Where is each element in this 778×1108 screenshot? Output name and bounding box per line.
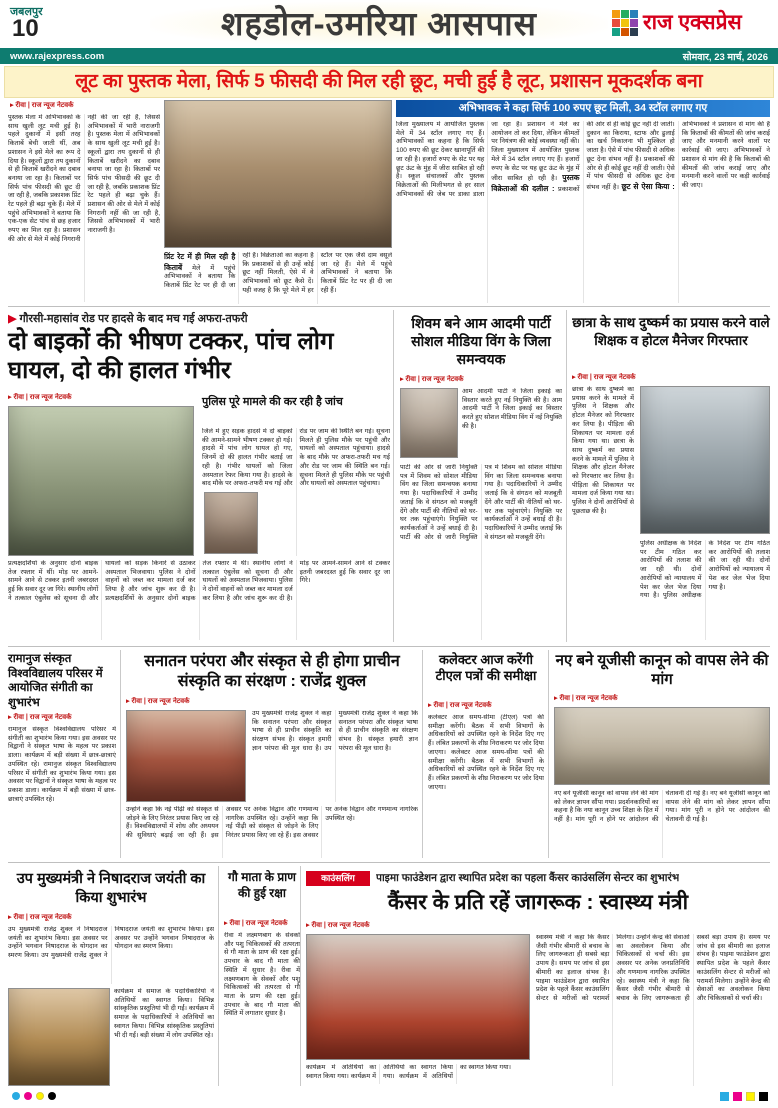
cancer-kicker-tag: काउंसलिंग [306, 871, 370, 886]
byline-text: रीवा | राज न्यूज नेटवर्क [13, 714, 72, 721]
aap-headline: शिवम बने आम आदमी पार्टी सोशल मीडिया विंग के जिला समन्वयक [411, 315, 551, 368]
black-mark-icon [759, 1092, 768, 1101]
byline-icon: ▸ [8, 394, 12, 401]
byline-icon: ▸ [126, 698, 130, 705]
nishadraj-byline [8, 913, 168, 922]
sanatan-headline: सनातन परंपरा और संस्कृत से ही होगा प्राचीन संस्कृति का संरक्षण : राजेंद्र शुक्ल [144, 653, 400, 690]
accident-photo [8, 406, 194, 556]
nishadraj-headline: उप मुख्यमंत्री ने निषादराज जयंती का किया शुभारंभ [16, 871, 206, 906]
accident-headline: दो बाइकों की भीषण टक्कर, पांच लोग घायल, दो की हालत गंभीर [8, 328, 334, 385]
lead-body-right [396, 121, 770, 303]
nishadraj-event-photo [8, 988, 110, 1086]
edition-date: सोमवार, 23 मार्च, 2026 [682, 51, 768, 63]
byline-text: रीवा | राज न्यूज नेटवर्क [15, 102, 74, 109]
yellow-mark-icon [746, 1092, 755, 1101]
lead-body-mid-text: मेले में पहुंचे अभिभावकों ने बताया कि किताबें प्रिंट रेट पर ही दी जा रही हैं। विक्रेताओं का कहना है कि प्रकाशकों से ही उन्हें कोई छूट नहीं मिलती, ऐसे में वे अभिभावकों को छूट कैसे दें। यही वजह है कि पूरे मेले में हर स्टॉल पर एक जैसे दाम वसूले जा रहे हैं। मेले में पहुंचे अभिभावकों ने बताया कि किताबें प्रिंट रेट पर ही दी जा रही हैं। [164, 252, 392, 294]
kicker-arrow-icon: ▶ [8, 313, 17, 325]
arrest-body-left: छात्रा के साथ दुष्कर्म का प्रयास करने के मामले में पुलिस ने शिक्षक और होटल मैनेजर को गिरफ्तार कर लिया है। पीड़िता की शिकायत पर मामला दर्ज किया गया था। छात्रा के साथ दुष्कर्म का प्रयास करने के मामले में पुलिस ने शिक्षक और होटल मैनेजर को गिरफ्तार कर लिया है। पीड़िता की शिकायत पर मामला दर्ज किया गया था। पुलिस ने दोनों आरोपियों से पूछताछ की है। [572, 386, 634, 515]
lead-body-left: पुस्तक मेला में अभिभावकों के साथ खुली लूट मची हुई है। पहले दुकानों में इसी तरह किताबें बेची जाती थीं, अब प्रशासन ने इसे मेले का रूप दे दिया है। स्कूलों द्वारा तय दुकानों से ही किताबें खरीदने का दबाव बनाया जा रहा है। किताबों पर सिर्फ पांच फीसदी की छूट दी जा रही है, जबकि प्रकाशक प्रिंट रेट पहले ही बढ़ा चुके हैं। मेले में पहुंचे अभिभावकों ने बताया कि एक-एक सेट पांच से छह हजार रुपए का मिल रहा है। प्रशासन की ओर से मेले में कोई निगरानी नहीं की जा रही है, जिससे अभिभावकों में भारी नाराजगी है। पुस्तक मेला में अभिभावकों के साथ खुली लूट मची हुई है। स्कूलों द्वारा तय दुकानों से ही किताबें खरीदने का दबाव बनाया जा रहा है। किताबों पर सिर्फ पांच फीसदी की छूट दी जा रही है, जबकि प्रकाशक प्रिंट रेट पहले ही बढ़ा चुके हैं। प्रशासन की ओर से मेले में कोई निगरानी नहीं की जा रही है, जिससे अभिभावकों में भारी नाराजगी है। [8, 114, 160, 243]
lead-crosshead: प्रिंट रेट में ही मिल रही है किताबें [164, 252, 236, 272]
column-rule [393, 310, 394, 642]
byline-icon: ▸ [428, 702, 432, 709]
accident-kicker-text: गौरसी-महासांव रोड पर हादसे के बाद मच गई अफरा-तफरी [19, 313, 248, 325]
column-rule [120, 650, 121, 858]
accident-crosshead: पुलिस पूरे मामले की कर रही है जांच [202, 396, 343, 408]
byline-text: रीवा | राज न्यूज नेटवर्क [229, 920, 288, 927]
byline-icon: ▸ [554, 695, 558, 702]
collector-headline: कलेक्टर आज करेंगी टीएल पत्रों की समीक्षा [435, 652, 537, 684]
cancer-kicker-row [306, 870, 770, 886]
edition-city: जबलपुर [10, 6, 43, 18]
magenta-mark-icon [733, 1092, 742, 1101]
lead-right-text-3: अभिभावकों ने प्रशासन से मांग की है कि किताबों की कीमतों की जांच कराई जाए और मनमानी करने वालों पर कार्रवाई की जाए। अभिभावकों ने प्रशासन से मांग की है कि किताबों की कीमतों की जांच कराई जाए और मनमानी करने वालों पर कड़ी कार्रवाई की जाए। [681, 121, 770, 189]
byline-icon: ▸ [572, 374, 576, 381]
nishadraj-body-beside: कार्यक्रम में समाज के पदाधिकारियों ने अतिथियों का स्वागत किया। विभिन्न सांस्कृतिक प्रस्तुतियां भी दी गईं। कार्यक्रम में समाज के पदाधिकारियों ने अतिथियों का स्वागत किया। विभिन्न सांस्कृतिक प्रस्तुतियां भी दी गईं। बड़ी संख्या में लोग उपस्थित रहे। [114, 988, 214, 1039]
divider [8, 646, 770, 647]
lead-right-text-2: प्रकाशकों की ओर से ही कोई छूट नहीं दी जाती। दुकान का किराया, स्टाफ और ढुलाई का खर्च निकालना भी मुश्किल हो जाता है। ऐसे में पांच फीसदी से अधिक छूट देना संभव नहीं है। प्रकाशकों की ओर से ही कोई छूट नहीं दी जाती। ऐसे में पांच फीसदी से अधिक छूट देना संभव नहीं है। [558, 121, 675, 193]
column-rule [566, 310, 567, 642]
registration-marks-left [12, 1092, 56, 1100]
arrest-photo [640, 386, 770, 534]
byline-text: रीवा | राज न्यूज नेटवर्क [405, 376, 464, 383]
registration-marks-right [720, 1092, 768, 1101]
yellow-mark-icon [36, 1092, 44, 1100]
lead-right-text-1: जिला मुख्यालय में आयोजित पुस्तक मेले में 34 स्टॉल लगाए गए हैं। अभिभावकों का कहना है कि सिर्फ 100 रुपए की छूट देकर खानापूर्ति की जा रही है। हजारों रुपए के सेट पर यह छूट ऊंट के मुंह में जीरा साबित हो रही है। स्कूल संचालकों और पुस्तक विक्रेताओं की मिलीभगत से हर साल अभिभावकों की जेब पर डाका डाला जा रहा है। प्रशासन ने मेले का आयोजन तो कर दिया, लेकिन कीमतों पर नियंत्रण की कोई व्यवस्था नहीं की। जिला मुख्यालय में आयोजित पुस्तक मेले में 34 स्टॉल लगाए गए हैं। हजारों रुपए के सेट पर यह छूट ऊंट के मुंह में जीरा साबित हो रही है। [396, 121, 580, 198]
nishadraj-body: उप मुख्यमंत्री राजेंद्र शुक्ल ने निषादराज जयंती का शुभारंभ किया। इस अवसर पर उन्होंने भगवान निषादराज के योगदान का स्मरण किया। उप मुख्यमंत्री राजेंद्र शुक्ल ने निषादराज जयंती का शुभारंभ किया। इस अवसर पर उन्होंने भगवान निषादराज के योगदान का स्मरण किया। [8, 926, 214, 960]
magenta-mark-icon [24, 1092, 32, 1100]
lead-body-under-photo [164, 252, 392, 304]
aap-body-beside: आम आदमी पार्टी ने जिला इकाई का विस्तार करते हुए नई नियुक्ति की है। आम आदमी पार्टी ने जिला इकाई का विस्तार करते हुए सोशल मीडिया विंग में नई नियुक्ति की है। [462, 388, 562, 430]
lead-leadin-1: पुस्तक विक्रेताओं की दलील : [491, 173, 580, 193]
cancer-event-photo [306, 934, 530, 1060]
accident-body: जिले में हुए सड़क हादसे में दो बाइकों की आमने-सामने भीषण टक्कर हो गई। हादसे में पांच लोग घायल हो गए, जिनमें दो की हालत गंभीर बताई जा रही है। गंभीर घायलों को जिला अस्पताल रेफर किया गया है। हादसे के बाद मौके पर अफरा-तफरी मच गई और रोड पर जाम की स्थिति बन गई। सूचना मिलते ही पुलिस मौके पर पहुंची और घायलों को अस्पताल पहुंचाया। हादसे के बाद मौके पर अफरा-तफरी मच गई और रोड पर जाम की स्थिति बन गई। सूचना मिलते ही पुलिस मौके पर पहुंची और घायलों को अस्पताल पहुंचाया। [202, 428, 390, 488]
collector-byline [428, 701, 544, 710]
byline-text: रीवा | राज न्यूज नेटवर्क [577, 374, 636, 381]
cancer-body-under-photo: कार्यक्रम में अतिथियों का स्वागत किया गया। कार्यक्रम में अतिथियों का स्वागत किया गया। कार्यक्रम में अतिथियों का स्वागत किया गया। [306, 1064, 511, 1080]
byline-text: रीवा | राज न्यूज नेटवर्क [311, 922, 370, 929]
lead-headline: लूट का पुस्तक मेला, सिर्फ 5 फीसदी की मिल रही छूट, मची हुई है लूट, प्रशासन मूकदर्शक बना [4, 66, 774, 98]
book-fair-photo [164, 100, 392, 248]
brand-logo-icon [612, 10, 638, 36]
aap-byline [400, 375, 560, 384]
accident-body-bottom: प्रत्यक्षदर्शियों के अनुसार दोनों बाइक तेज रफ्तार में थीं। मोड़ पर आमने-सामने आने से टक्कर इतनी जबरदस्त हुई कि सवार दूर जा गिरे। स्थानीय लोगों ने तत्काल एंबुलेंस को सूचना दी और घायलों को सड़क किनारे से उठाकर अस्पताल भिजवाया। पुलिस ने दोनों वाहनों को जब्त कर मामला दर्ज कर लिया है और जांच शुरू कर दी है। प्रत्यक्षदर्शियों के अनुसार दोनों बाइक तेज रफ्तार में थीं। स्थानीय लोगों ने तत्काल एंबुलेंस को सूचना दी और घायलों को अस्पताल भिजवाया। पुलिस ने दोनों वाहनों को जब्त कर मामला दर्ज कर लिया है और जांच शुरू कर दी है। मोड़ पर आमने-सामने आने से टक्कर इतनी जबरदस्त हुई कि सवार दूर जा गिरे। [8, 560, 390, 602]
lead-subhead: अभिभावक ने कहा सिर्फ 100 रुपए छूट मिली, 34 स्टॉल लगाए गए [396, 100, 770, 117]
aap-body: पार्टी की ओर से जारी नियुक्ति पत्र में शिवम को सोशल मीडिया विंग का जिला समन्वयक बनाया गया है। पदाधिकारियों ने उम्मीद जताई कि वे संगठन को मजबूती देंगे और पार्टी की नीतियों को घर-घर तक पहुंचाएंगे। नियुक्ति पर कार्यकर्ताओं ने उन्हें बधाई दी है। पार्टी की ओर से जारी नियुक्ति पत्र में शिवम को सोशल मीडिया विंग का जिला समन्वयक बनाया गया है। पदाधिकारियों ने उम्मीद जताई कि वे संगठन को मजबूती देंगे और पार्टी की नीतियों को घर-घर तक पहुंचाएंगे। नियुक्ति पर कार्यकर्ताओं ने उन्हें बधाई दी है। पदाधिकारियों ने उम्मीद जताई कि वे संगठन को मजबूती देंगे। [400, 464, 562, 541]
byline-text: रीवा | राज न्यूज नेटवर्क [13, 914, 72, 921]
byline-icon: ▸ [8, 914, 12, 921]
column-rule [548, 650, 549, 858]
brand-block [612, 10, 742, 36]
ugc-body: नए बने यूजीसी कानून को वापस लेने की मांग को लेकर ज्ञापन सौंपा गया। प्रदर्शनकारियों का कहना है कि नया कानून उच्च शिक्षा के हित में नहीं है। मांग पूरी न होने पर आंदोलन की चेतावनी दी गई है। नए बने यूजीसी कानून को वापस लेने की मांग को लेकर ज्ञापन सौंपा गया। मांग पूरी न होने पर आंदोलन की चेतावनी दी गई है। [554, 790, 770, 824]
cancer-headline: कैंसर के प्रति रहें जागरूक : स्वास्थ्य मंत्री [387, 891, 689, 914]
arrest-byline [572, 373, 722, 382]
shivam-portrait-photo [400, 388, 458, 458]
accident-kicker [8, 311, 390, 326]
gaumata-byline [224, 919, 300, 928]
byline-text: रीवा | राज न्यूज नेटवर्क [131, 698, 190, 705]
divider [8, 862, 770, 863]
cancer-kicker-text: पाइमा फाउंडेशन द्वारा स्थापित प्रदेश का पहला कैंसर काउंसलिंग सेन्टर का शुभारंभ [376, 872, 680, 884]
sangiti-byline [8, 713, 116, 722]
masthead-title: शहडोल-उमरिया आसपास [150, 2, 608, 46]
gaumata-headline: गौ माता के प्राण की हुई रक्षा [228, 870, 296, 900]
sangiti-body: रामानुज संस्कृत विश्वविद्यालय परिसर में संगीती का शुभारंभ किया गया। इस अवसर पर विद्वानों ने संस्कृत भाषा के महत्व पर प्रकाश डाला। कार्यक्रम में बड़ी संख्या में छात्र-छात्राएं उपस्थित रहे। रामानुज संस्कृत विश्वविद्यालय परिसर में संगीती का शुभारंभ किया गया। इस अवसर पर विद्वानों ने संस्कृत भाषा के महत्व पर प्रकाश डाला। कार्यक्रम में बड़ी संख्या में छात्र-छात्राएं उपस्थित रहे। [8, 726, 116, 803]
page-number: 10 [12, 15, 39, 42]
cancer-byline [306, 921, 466, 930]
cyan-mark-icon [720, 1092, 729, 1101]
lead-byline [10, 101, 170, 110]
sangiti-headline: रामानुज संस्कृत विश्वविद्यालय परिसर में आयोजित संगीती का शुभारंभ [8, 653, 103, 710]
header-strip [0, 48, 778, 64]
ugc-byline [554, 694, 714, 703]
injured-person-inset-photo [204, 492, 258, 554]
byline-icon: ▸ [10, 102, 14, 109]
collector-body: कलेक्टर आज समय-सीमा (टीएल) पत्रों की समीक्षा करेंगी। बैठक में सभी विभागों के अधिकारियों को उपस्थित रहने के निर्देश दिए गए हैं। लंबित प्रकरणों के शीघ्र निराकरण पर जोर दिया जाएगा। कलेक्टर आज समय-सीमा पत्रों की समीक्षा करेंगी। बैठक में सभी विभागों के अधिकारियों को उपस्थित रहने के निर्देश दिए गए हैं। लंबित प्रकरणों के शीघ्र निराकरण पर जोर दिया जाएगा। [428, 714, 544, 791]
arrest-body-bottom: पुलिस अधीक्षक के निर्देश पर टीम गठित कर आरोपियों की तलाश की जा रही थी। दोनों आरोपियों को न्यायालय में पेश कर जेल भेज दिया गया है। पुलिस अधीक्षक के निर्देश पर टीम गठित कर आरोपियों की तलाश की जा रही थी। दोनों आरोपियों को न्यायालय में पेश कर जेल भेज दिया गया है। [640, 540, 770, 600]
sanatan-body-beside: उप मुख्यमंत्री राजेंद्र शुक्ल ने कहा कि सनातन परंपरा और संस्कृत भाषा से ही प्राचीन संस्कृति का संरक्षण संभव है। संस्कृत हमारी ज्ञान परंपरा की मूल धारा है। उप मुख्यमंत्री राजेंद्र शुक्ल ने कहा कि सनातन परंपरा और संस्कृत भाषा से ही प्राचीन संस्कृति का संरक्षण संभव है। संस्कृत हमारी ज्ञान परंपरा की मूल धारा है। [252, 710, 418, 752]
byline-text: रीवा | राज न्यूज नेटवर्क [13, 394, 72, 401]
lead-leadin-2: छूट से ऐसा किया : [621, 181, 675, 191]
byline-text: रीवा | राज न्यूज नेटवर्क [559, 695, 618, 702]
byline-text: रीवा | राज न्यूज नेटवर्क [433, 702, 492, 709]
black-mark-icon [48, 1092, 56, 1100]
sanatan-byline [126, 697, 286, 706]
byline-icon: ▸ [224, 920, 228, 927]
column-rule [218, 866, 219, 1086]
cancer-body: स्वास्थ्य मंत्री ने कहा कि कैंसर जैसी गंभीर बीमारी से बचाव के लिए जागरूकता ही सबसे बड़ा उपाय है। समय पर जांच से इस बीमारी का इलाज संभव है। पाइमा फाउंडेशन द्वारा स्थापित प्रदेश के पहले कैंसर काउंसलिंग सेन्टर से मरीजों को परामर्श मिलेगा। उन्होंने केन्द्र की सेवाओं का अवलोकन किया और चिकित्सकों से चर्चा की। इस अवसर पर अनेक जनप्रतिनिधि और गणमान्य नागरिक उपस्थित रहे। स्वास्थ्य मंत्री ने कहा कि कैंसर जैसी गंभीर बीमारी से बचाव के लिए जागरूकता ही सबसे बड़ा उपाय है। समय पर जांच से इस बीमारी का इलाज संभव है। पाइमा फाउंडेशन द्वारा स्थापित प्रदेश के पहले कैंसर काउंसलिंग सेन्टर से मरीजों को परामर्श मिलेगा। उन्होंने केन्द्र की सेवाओं का अवलोकन किया और चिकित्सकों से चर्चा की। [536, 934, 770, 1002]
gaumata-body: रीवा में लक्ष्मणबाग के सेवकों और पशु चिकित्सकों की तत्परता से गौ माता के प्राण की रक्षा हुई। उपचार के बाद गौ माता की स्थिति में सुधार है। रीवा में लक्ष्मणबाग के सेवकों और पशु चिकित्सकों की तत्परता से गौ माता के प्राण की रक्षा हुई। उपचार के बाद गौ माता की स्थिति में लगातार सुधार है। [224, 932, 300, 1018]
ugc-protest-photo [554, 707, 770, 785]
ugc-headline: नए बने यूजीसी कानून को वापस लेने की मांग [555, 652, 769, 688]
arrest-headline: छात्रा के साथ दुष्कर्म का प्रयास करने वाले शिक्षक व होटल मैनेजर गिरफ्तार [572, 315, 770, 348]
cyan-mark-icon [12, 1092, 20, 1100]
sanatan-event-photo [126, 710, 246, 802]
column-rule [300, 866, 301, 1086]
sanatan-body-bottom: उन्होंने कहा कि नई पीढ़ी को संस्कृत से जोड़ने के लिए निरंतर प्रयास किए जा रहे हैं। विश्वविद्यालयों में शोध और अध्ययन की सुविधाएं बढ़ाई जा रही हैं। इस अवसर पर अनेक विद्वान और गणमान्य नागरिक उपस्थित रहे। उन्होंने कहा कि नई पीढ़ी को संस्कृत से जोड़ने के लिए निरंतर प्रयास किए जा रहे हैं। इस अवसर पर अनेक विद्वान और गणमान्य नागरिक उपस्थित रहे। [126, 806, 418, 840]
divider [8, 306, 770, 307]
website-url: www.rajexpress.com [10, 50, 105, 62]
byline-icon: ▸ [8, 714, 12, 721]
accident-byline [8, 393, 168, 402]
byline-icon: ▸ [400, 376, 404, 383]
brand-name: राज एक्सप्रेस [643, 11, 742, 34]
byline-icon: ▸ [306, 922, 310, 929]
column-rule [422, 650, 423, 858]
